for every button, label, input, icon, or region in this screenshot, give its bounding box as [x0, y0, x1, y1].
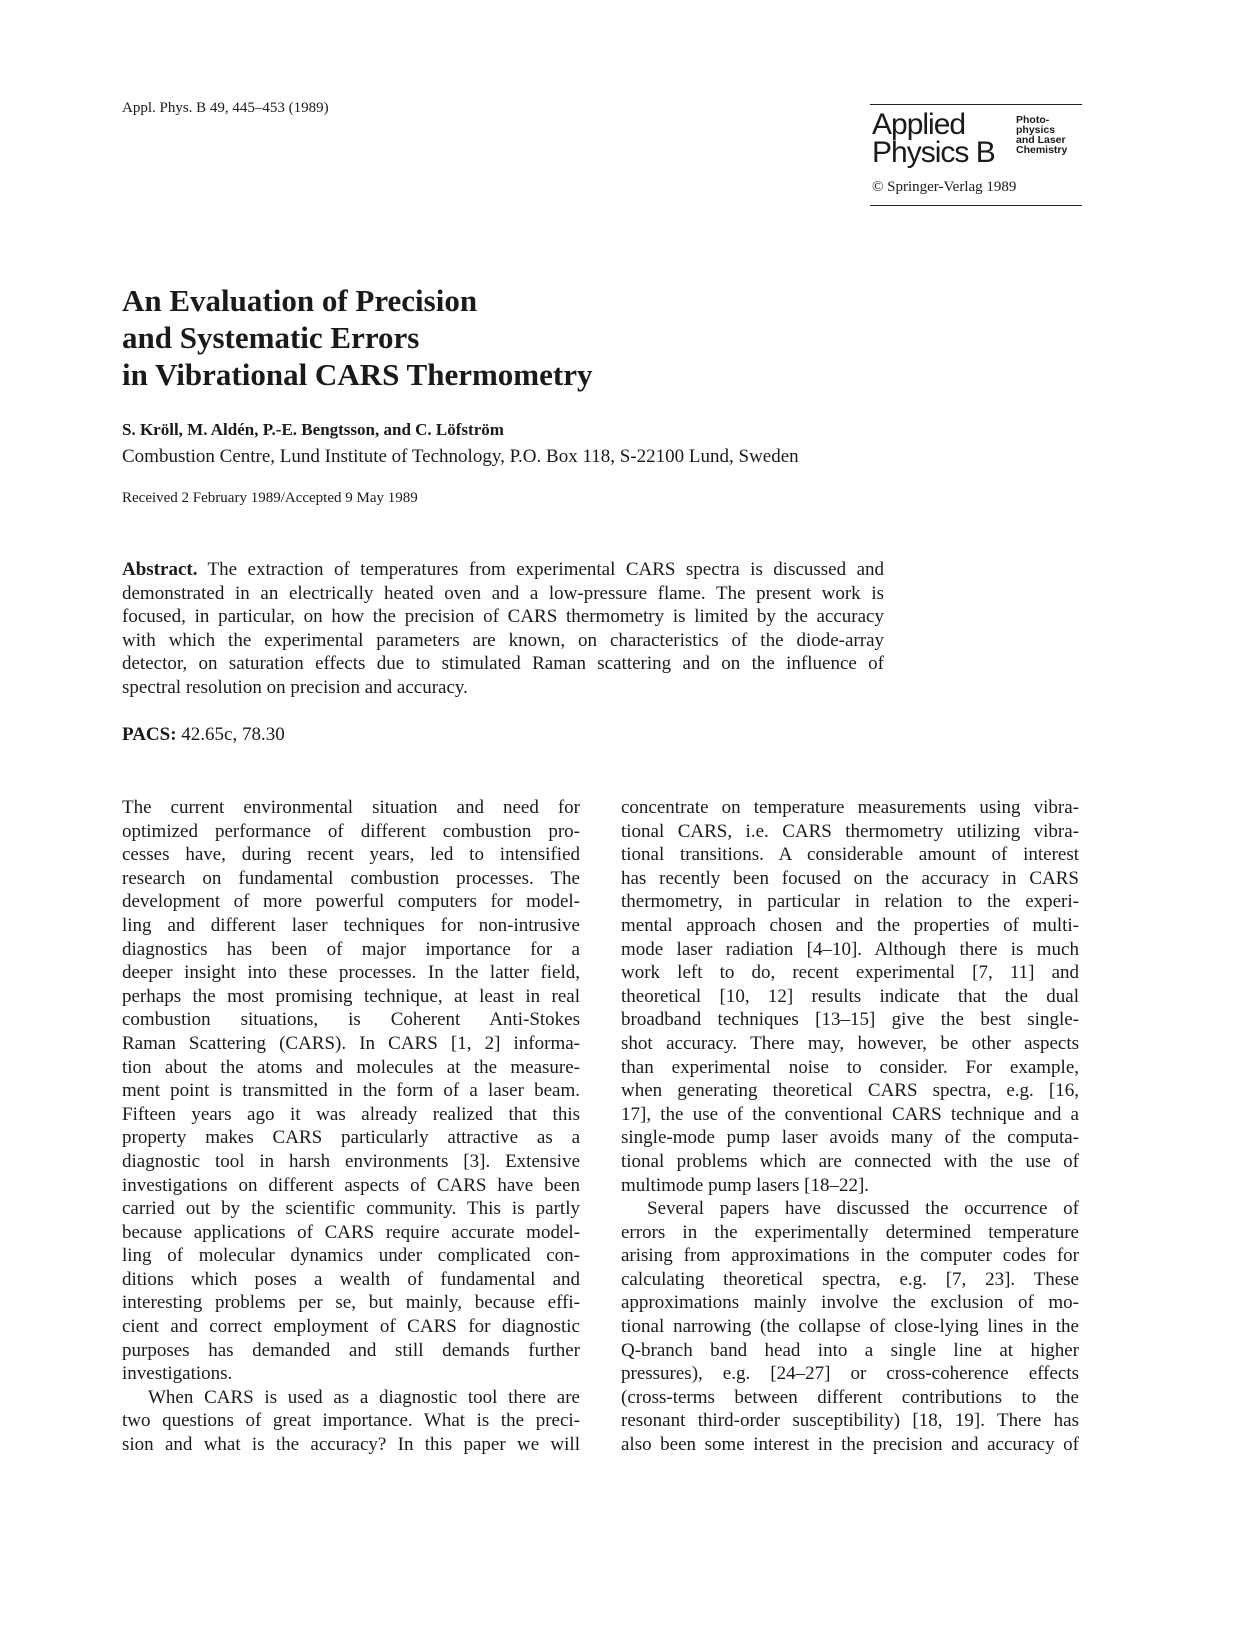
- body-text-line: when generating theoretical CARS spectra, e.g. [16,: [621, 1080, 1079, 1102]
- body-text-line: arising from approximations in the computer codes for: [621, 1245, 1079, 1267]
- body-text-line: thermometry, in particular in relation to the experi-: [621, 891, 1079, 913]
- body-text-line: optimized performance of different combustion pro-: [122, 820, 580, 842]
- journal-subtitle: [1016, 115, 1067, 155]
- pacs-value: 42.65c, 78.30: [176, 724, 285, 745]
- received-date: Received 2 February 1989/Accepted 9 May 1989: [122, 490, 418, 506]
- body-text-line: two questions of great importance. What is the preci-: [122, 1410, 580, 1432]
- body-text-line: research on fundamental combustion processes. The: [122, 867, 580, 889]
- title-line: in Vibrational CARS Thermometry: [122, 357, 593, 392]
- body-text-line: ment point is transmitted in the form of a laser beam.: [122, 1080, 580, 1102]
- subtitle-line: Photo-: [1016, 114, 1050, 126]
- subtitle-line: physics: [1016, 124, 1056, 136]
- body-text-line: investigations on different aspects of CARS have been: [122, 1174, 580, 1196]
- body-text-line: has recently been focused on the accuracy in CARS: [621, 867, 1079, 889]
- journal-name-line1: Applied: [872, 108, 966, 141]
- body-text-line: approximations mainly involve the exclusion of mo-: [621, 1292, 1079, 1314]
- title-line: and Systematic Errors: [122, 320, 420, 355]
- abstract-line: [122, 558, 884, 582]
- body-text-line: tional CARS, i.e. CARS thermometry utilizing vibra-: [621, 820, 1079, 842]
- body-text-line: mental approach chosen and the properties of multi-: [621, 914, 1079, 936]
- authors: S. Kröll, M. Aldén, P.-E. Bengtsson, and C. Löfström: [122, 420, 504, 439]
- body-text-line: broadband techniques [13–15] give the best single-: [621, 1009, 1079, 1031]
- body-text-line: diagnostics has been of major importance for a: [122, 938, 580, 960]
- body-text-line: cesses have, during recent years, led to intensified: [122, 844, 580, 866]
- abstract-text: The extraction of temperatures from experimental CARS spectra is discussed and: [197, 559, 884, 580]
- abstract-line: focused, in particular, on how the precision of CARS thermometry is limited by the accuracy: [122, 606, 884, 627]
- body-text-line: property makes CARS particularly attractive as a: [122, 1127, 580, 1149]
- subtitle-line: Chemistry: [1016, 144, 1068, 156]
- body-text-line: cient and correct employment of CARS for diagnostic: [122, 1316, 580, 1338]
- body-text-line: calculating theoretical spectra, e.g. [7, 23]. These: [621, 1268, 1079, 1290]
- body-text-line: deeper insight into these processes. In the latter field,: [122, 962, 580, 984]
- body-text-line: theoretical [10, 12] results indicate that the dual: [621, 985, 1079, 1007]
- body-text-line: perhaps the most promising technique, at least in real: [122, 985, 580, 1007]
- body-text-line: ling of molecular dynamics under complicated con-: [122, 1245, 580, 1267]
- body-text-line: tional problems which are connected with the use of: [621, 1150, 1079, 1172]
- abstract-label: Abstract.: [122, 559, 198, 580]
- subtitle-line: and Laser: [1016, 134, 1066, 146]
- pacs-label: PACS:: [122, 724, 177, 745]
- body-column-left: [122, 796, 580, 1457]
- body-text-line: tional transitions. A considerable amount of interest: [621, 844, 1079, 866]
- body-text-line: When CARS is used as a diagnostic tool there are: [148, 1386, 580, 1408]
- body-text-line: pressures), e.g. [24–27] or cross-coherence effects: [621, 1363, 1079, 1385]
- body-text-line: The current environmental situation and need for: [122, 797, 580, 818]
- paper-title: [122, 282, 592, 393]
- body-text-line: because applications of CARS require accurate model-: [122, 1221, 580, 1243]
- body-text-line: investigations.: [122, 1363, 233, 1385]
- body-text-line: Several papers have discussed the occurrence of: [647, 1198, 1079, 1220]
- body-text-line: ditions which poses a wealth of fundamental and: [122, 1268, 580, 1290]
- body-text-line: Fifteen years ago it was already realized that this: [122, 1103, 580, 1125]
- body-text-line: diagnostic tool in harsh environments [3]. Extensive: [122, 1150, 580, 1172]
- abstract-line: with which the experimental parameters are known, on characteristics of the diode-array: [122, 629, 884, 651]
- abstract-line: demonstrated in an electrically heated oven and a low-pressure flame. The present work is: [122, 582, 884, 604]
- journal-name: [872, 108, 995, 169]
- body-text-line: work left to do, recent experimental [7, 11] and: [621, 962, 1079, 984]
- body-text-line: shot accuracy. There may, however, be other aspects: [621, 1032, 1079, 1054]
- body-text-line: purposes has demanded and still demands further: [122, 1339, 580, 1361]
- body-text-line: single-mode pump laser avoids many of the computa-: [621, 1127, 1079, 1149]
- body-text-line: (cross-terms between different contributions to the: [621, 1386, 1079, 1408]
- body-text-line: also been some interest in the precision and accuracy of: [621, 1434, 1079, 1456]
- journal-logo: [870, 104, 1082, 206]
- body-text-line: Raman Scattering (CARS). In CARS [1, 2] informa-: [122, 1032, 580, 1054]
- body-text-line: carried out by the scientific community. This is partly: [122, 1198, 580, 1220]
- journal-name-line2: Physics B: [872, 136, 995, 169]
- body-text-line: sion and what is the accuracy? In this paper we will: [122, 1434, 580, 1456]
- body-text-line: Q-branch band head into a single line at higher: [621, 1339, 1079, 1361]
- copyright: © Springer-Verlag 1989: [872, 179, 1017, 195]
- body-column-right: [621, 796, 1079, 1457]
- body-text-line: than experimental noise to consider. For example,: [621, 1056, 1079, 1078]
- body-text-line: ling and different laser techniques for non-intrusive: [122, 914, 580, 936]
- body-text-line: interesting problems per se, but mainly, because effi-: [122, 1292, 580, 1314]
- body-text-line: tional narrowing (the collapse of close-lying lines in the: [621, 1316, 1079, 1338]
- body-text-line: resonant third-order susceptibility) [18, 19]. There has: [621, 1410, 1079, 1432]
- body-text-line: errors in the experimentally determined temperature: [621, 1221, 1079, 1243]
- body-text-line: 17], the use of the conventional CARS technique and a: [621, 1103, 1079, 1125]
- body-text-line: mode laser radiation [4–10]. Although there is much: [621, 938, 1079, 960]
- affiliation: Combustion Centre, Lund Institute of Technology, P.O. Box 118, S-22100 Lund, Sweden: [122, 446, 799, 467]
- body-text-line: concentrate on temperature measurements using vibra-: [621, 797, 1079, 818]
- abstract-line: detector, on saturation effects due to stimulated Raman scattering and on the influence of: [122, 653, 884, 674]
- body-text-line: development of more powerful computers for model-: [122, 891, 580, 913]
- pacs-codes: [122, 724, 285, 746]
- journal-citation: Appl. Phys. B 49, 445–453 (1989): [122, 100, 329, 116]
- body-text-line: combustion situations, is Coherent Anti-Stokes: [122, 1009, 580, 1031]
- abstract: [122, 558, 884, 699]
- body-text-line: tion about the atoms and molecules at the measure-: [122, 1056, 580, 1078]
- body-text-line: multimode pump lasers [18–22].: [621, 1174, 870, 1196]
- title-line: An Evaluation of Precision: [122, 283, 478, 318]
- abstract-line: spectral resolution on precision and accuracy.: [122, 676, 468, 698]
